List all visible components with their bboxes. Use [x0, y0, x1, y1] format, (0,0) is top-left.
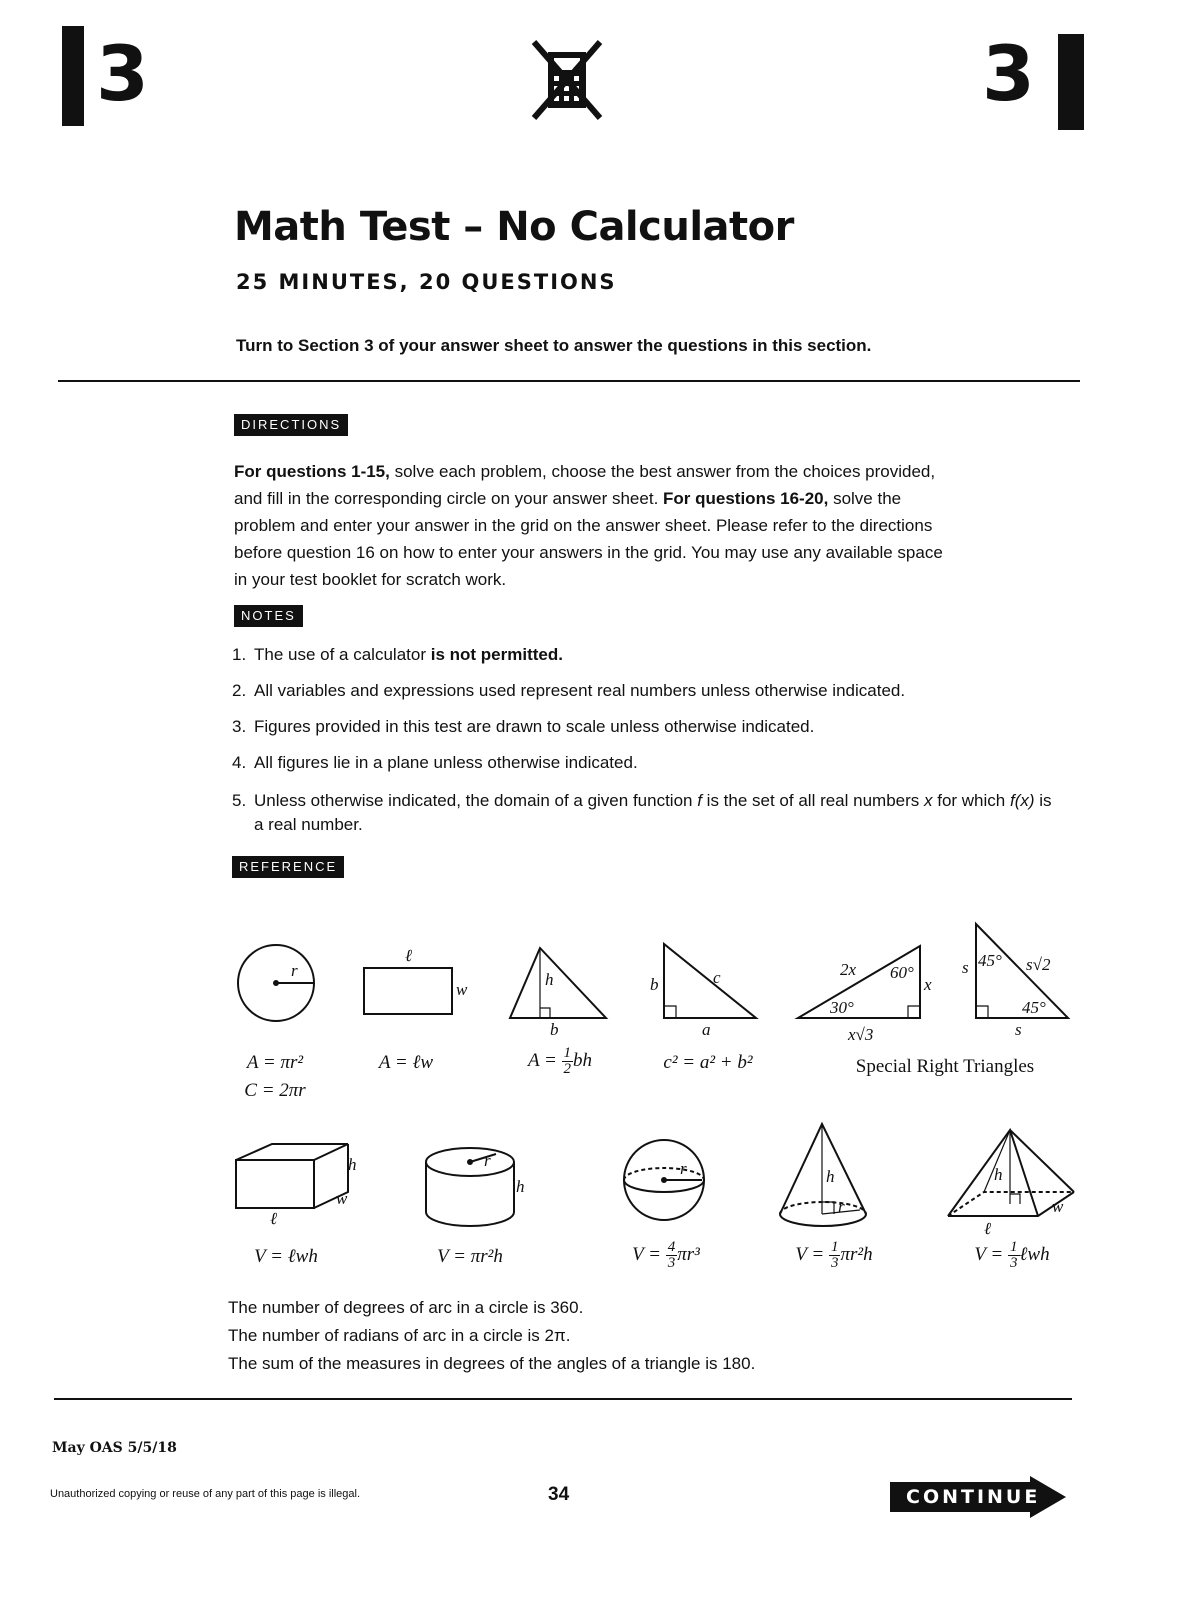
- cone-vol-num: 1: [830, 1239, 839, 1255]
- t30-xroot3-label: x√3: [848, 1025, 874, 1044]
- box-l-label: ℓ: [270, 1209, 278, 1228]
- formula-cylinder-volume: V = πr²h: [437, 1246, 503, 1267]
- note-5-text-d: is a real number.: [254, 791, 1052, 834]
- formula-sphere-volume: [620, 1240, 712, 1271]
- note-1-text: The use of a calculator: [254, 645, 431, 664]
- formula-pyramid-volume: [962, 1240, 1062, 1271]
- tri-area-fraction: [562, 1046, 574, 1077]
- special-right-triangles-caption: Special Right Triangles: [855, 1056, 1035, 1077]
- pyr-vol-fraction: [1008, 1240, 1020, 1271]
- box-w-label: w: [336, 1189, 348, 1208]
- page-number: 34: [548, 1484, 570, 1505]
- note-4-number: 4.: [232, 753, 247, 772]
- cyl-r-label: r: [484, 1151, 491, 1170]
- t45-45-top-label: 45°: [978, 951, 1002, 970]
- formula-cone-volume: [784, 1240, 884, 1271]
- continue-button[interactable]: [890, 1476, 1066, 1518]
- t45-sroot2-label: s√2: [1026, 955, 1051, 974]
- bottom-divider: [54, 1398, 1072, 1400]
- triangle-figure: [510, 948, 606, 1018]
- form-stamp: May OAS 5/5/18: [52, 1440, 177, 1456]
- notes-label: NOTES: [234, 605, 303, 627]
- note-5-text-c: for which: [932, 791, 1010, 810]
- circle-r-label: r: [291, 961, 298, 980]
- pyr-l-label: ℓ: [984, 1219, 992, 1238]
- cone-vol-den: 3: [830, 1255, 839, 1271]
- section-number-right: 3: [982, 29, 1035, 118]
- cone-h-label: h: [826, 1167, 835, 1186]
- rect-l-label: ℓ: [405, 946, 413, 965]
- note-2-number: 2.: [232, 681, 247, 700]
- note-5-x: x: [924, 791, 933, 810]
- tri-b-label: b: [550, 1020, 559, 1039]
- cone-vol-prefix: V =: [795, 1243, 825, 1265]
- t30-60-label: 60°: [890, 963, 914, 982]
- t30-30-label: 30°: [830, 998, 854, 1017]
- tri-h-label: h: [545, 970, 554, 989]
- box-figure: [236, 1144, 348, 1208]
- copyright-notice: Unauthorized copying or reuse of any part of this page is illegal.: [50, 1488, 361, 1500]
- cyl-h-label: h: [516, 1177, 525, 1196]
- continue-label: CONTINUE: [906, 1486, 1041, 1508]
- tri-area-den: 2: [563, 1061, 572, 1077]
- t30-x-label: x: [924, 975, 932, 994]
- reference-label: REFERENCE: [232, 856, 344, 878]
- sphere-vol-suffix: πr³: [677, 1243, 700, 1265]
- tri-area-num: 1: [563, 1045, 572, 1061]
- directions-bold-1: For questions 1-15,: [234, 462, 390, 481]
- formula-circle-circumference: C = 2πr: [244, 1080, 306, 1101]
- rt-a-label: a: [702, 1020, 711, 1039]
- pyr-vol-num: 1: [1010, 1239, 1018, 1255]
- cone-figure: [780, 1124, 866, 1226]
- reference-facts: [228, 1294, 755, 1378]
- sphere-vol-num: 4: [667, 1239, 676, 1255]
- page-title: Math Test – No Calculator: [234, 204, 794, 250]
- note-5-text-b: is the set of all real numbers: [701, 791, 924, 810]
- fact-degrees: The number of degrees of arc in a circle is 360.: [228, 1298, 584, 1317]
- cone-vol-suffix: πr²h: [840, 1243, 873, 1265]
- fact-triangle-sum: The sum of the measures in degrees of the angles of a triangle is 180.: [228, 1354, 756, 1373]
- note-3-number: 3.: [232, 717, 247, 736]
- note-1-bold: is not permitted.: [430, 645, 563, 664]
- directions-label: DIRECTIONS: [234, 414, 348, 436]
- pyr-vol-prefix: V =: [974, 1243, 1004, 1265]
- directions-text-2: solve the problem and enter your answer in the grid on the answer sheet. Please refer to the directions before question 16 on how to enter your answers in the grid. You may use any available space in your test booklet for scratch work.: [234, 489, 943, 589]
- t45-s-left-label: s: [962, 958, 969, 977]
- cone-vol-fraction: [829, 1240, 841, 1271]
- sphere-vol-den: 3: [667, 1255, 676, 1271]
- note-4-text: All figures lie in a plane unless otherwise indicated.: [254, 753, 638, 772]
- pyr-vol-den: 3: [1010, 1255, 1018, 1271]
- note-5-fx: f(x): [1009, 791, 1035, 810]
- t45-45-bottom-label: 45°: [1022, 998, 1046, 1017]
- note-2-text: All variables and expressions used represent real numbers unless otherwise indicated.: [254, 681, 906, 700]
- formula-rectangle-area: A = ℓw: [378, 1052, 434, 1073]
- formula-triangle-area: [518, 1046, 602, 1077]
- formula-circle-area: A = πr²: [246, 1052, 304, 1073]
- directions-text-1: solve each problem, choose the best answer from the choices provided, and fill in the corresponding circle on your answer sheet.: [234, 462, 936, 508]
- fact-radians: The number of radians of arc in a circle is 2π.: [228, 1326, 571, 1345]
- formula-box-volume: V = ℓwh: [254, 1246, 318, 1267]
- rt-b-label: b: [650, 975, 659, 994]
- box-h-label: h: [348, 1155, 357, 1174]
- formula-pythagorean: c² = a² + b²: [663, 1052, 753, 1073]
- section-instruction: Turn to Section 3 of your answer sheet to answer the questions in this section.: [236, 336, 872, 355]
- section-number-left: 3: [96, 29, 149, 118]
- t45-s-bottom-label: s: [1015, 1020, 1022, 1039]
- page-subtitle: 25 MINUTES, 20 QUESTIONS: [236, 270, 617, 294]
- pyr-h-label: h: [994, 1165, 1003, 1184]
- note-5-number: 5.: [232, 791, 247, 810]
- sphere-r-label: r: [680, 1159, 687, 1178]
- directions-bold-2: For questions 16-20,: [663, 489, 829, 508]
- tri-area-suffix: bh: [573, 1049, 593, 1071]
- note-1-number: 1.: [232, 645, 247, 664]
- note-5-f: f: [697, 791, 702, 810]
- rect-w-label: w: [456, 980, 468, 999]
- sphere-vol-fraction: [666, 1240, 678, 1271]
- note-5-text-a: Unless otherwise indicated, the domain of a given function: [254, 791, 698, 810]
- rt-c-label: c: [713, 968, 721, 987]
- cone-r-label: r: [838, 1197, 845, 1216]
- triangle-30-60-90: [798, 946, 920, 1018]
- note-3-text: Figures provided in this test are drawn to scale unless otherwise indicated.: [254, 717, 815, 736]
- right-triangle-figure: [664, 944, 756, 1018]
- pyr-w-label: w: [1052, 1197, 1064, 1216]
- sphere-vol-prefix: V =: [632, 1243, 661, 1265]
- t30-2x-label: 2x: [840, 960, 857, 979]
- tri-area-prefix: A =: [527, 1049, 557, 1071]
- rectangle-figure: [364, 968, 452, 1014]
- pyr-vol-suffix: ℓwh: [1019, 1243, 1050, 1265]
